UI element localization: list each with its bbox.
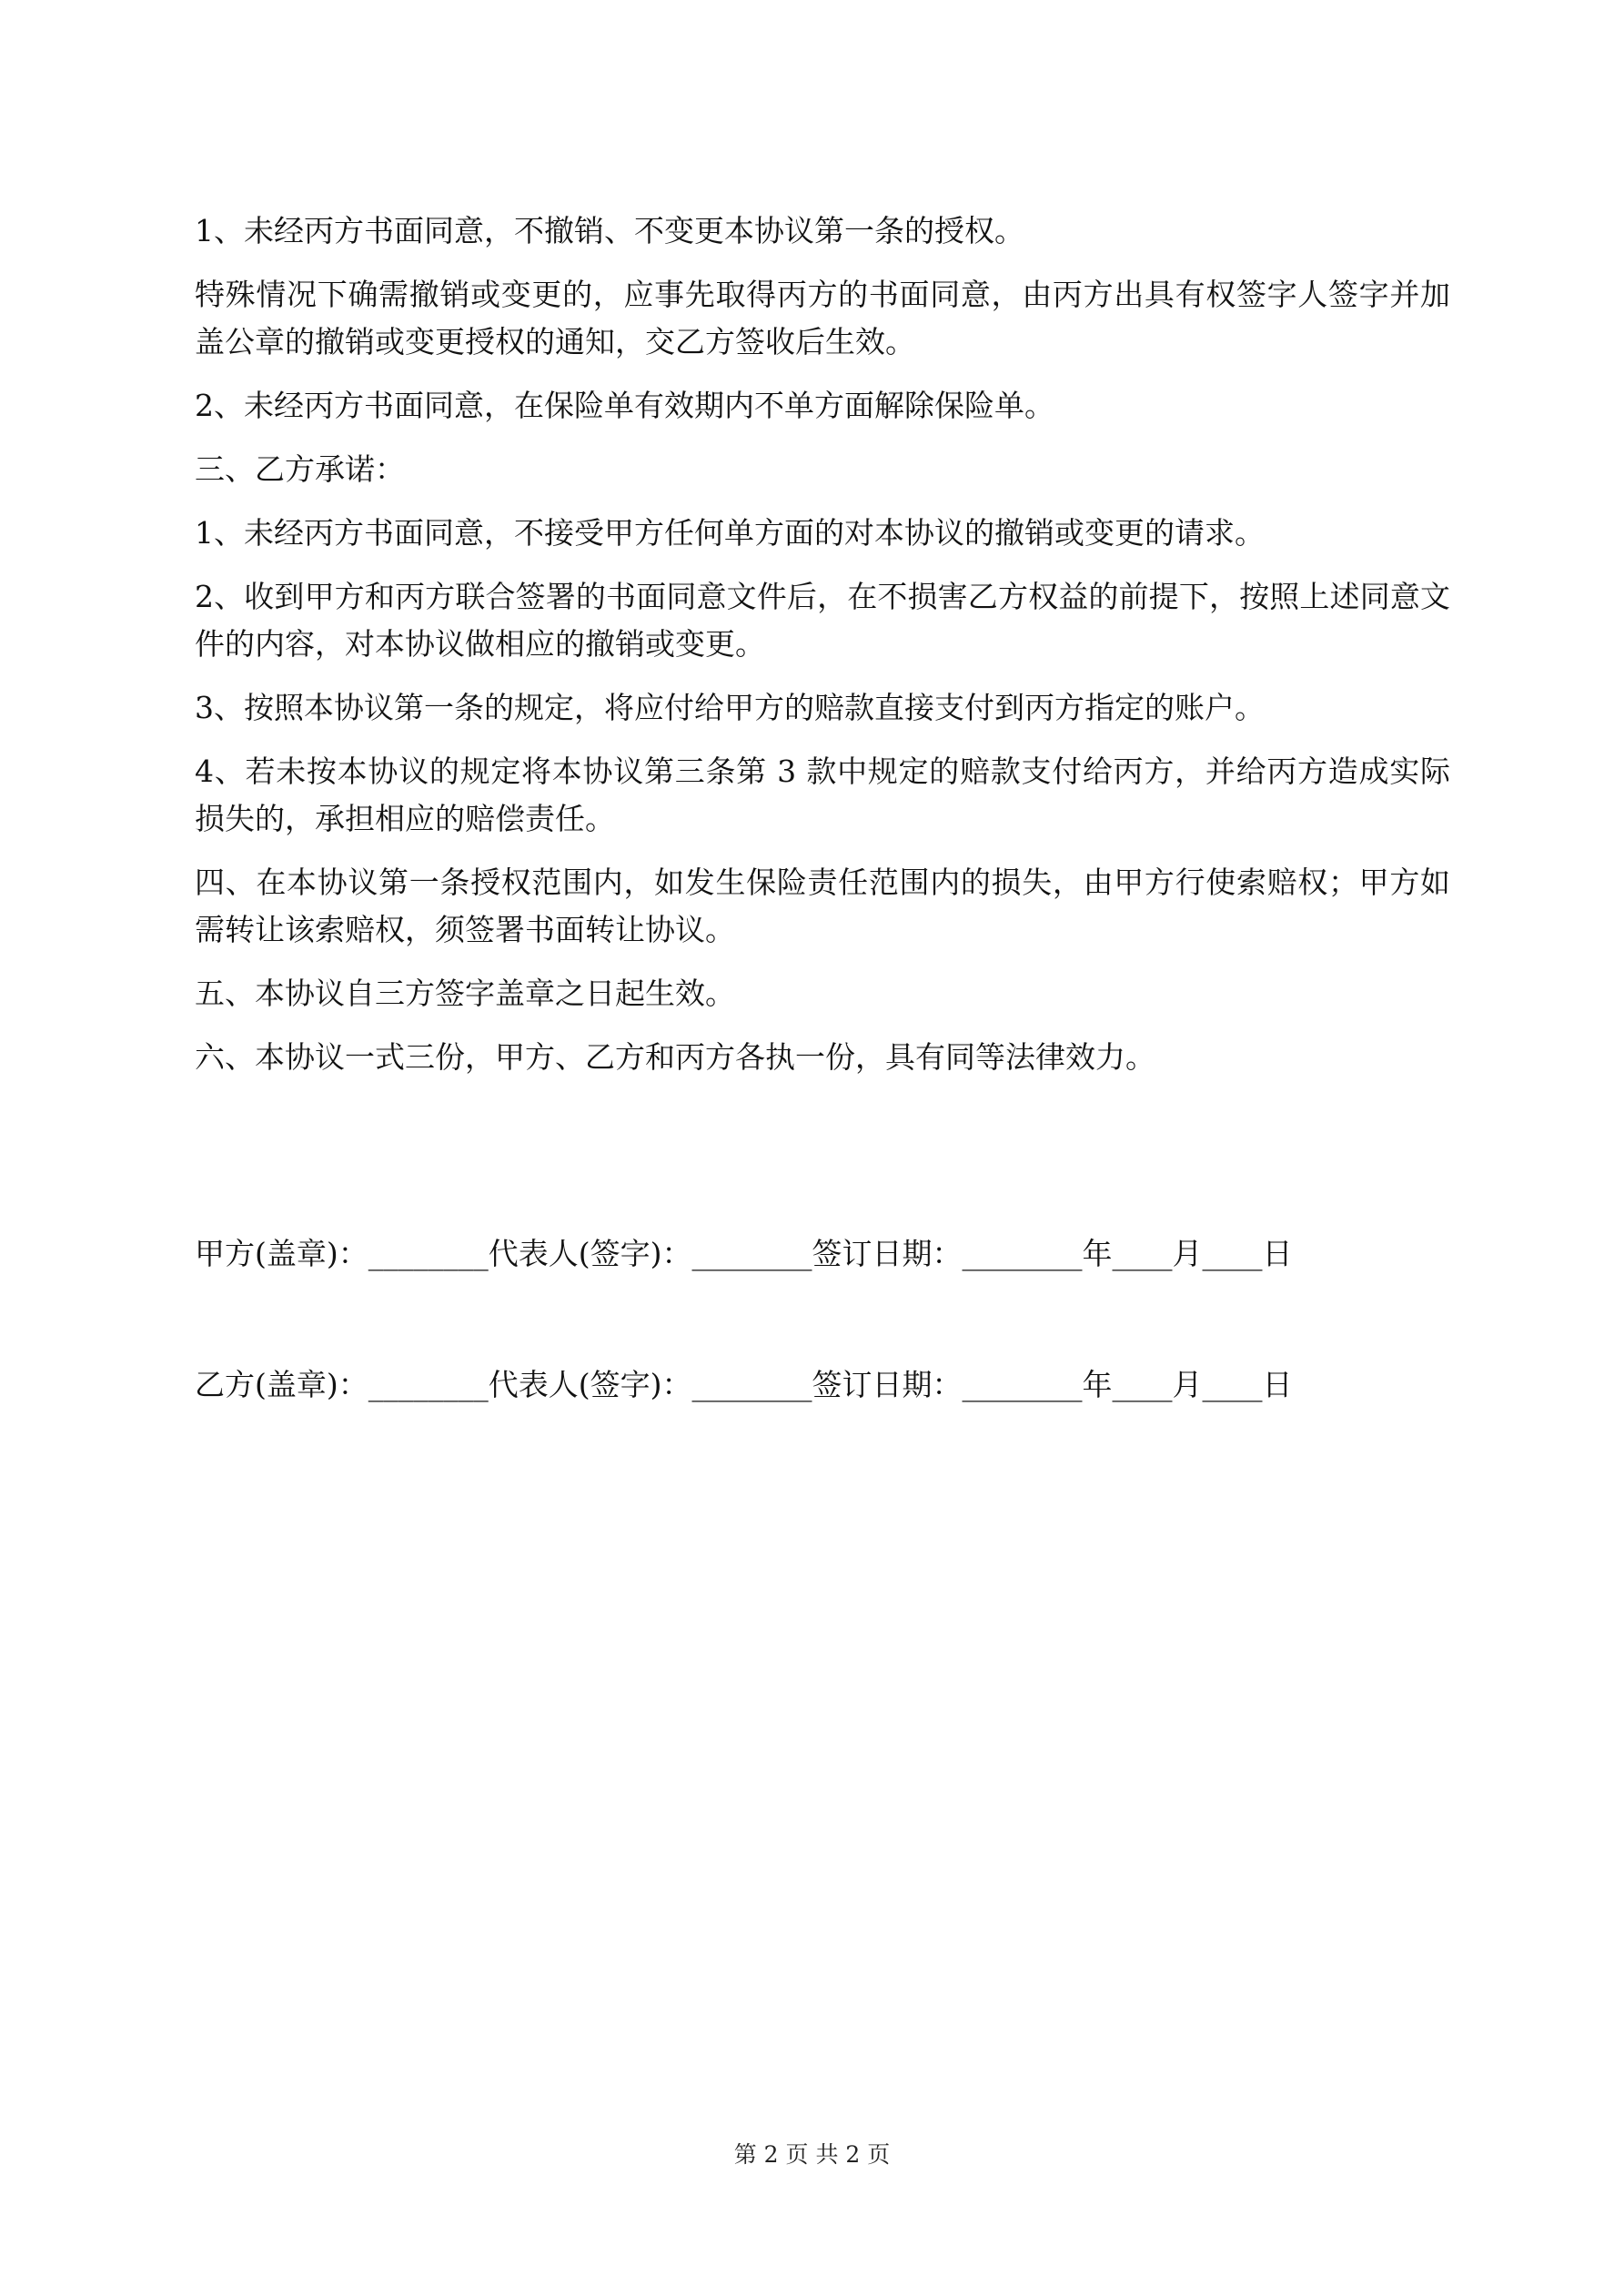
clause-paragraph: 五、本协议自三方签字盖章之日起生效。: [195, 976, 735, 1011]
clause-paragraph: 六、本协议一式三份，甲方、乙方和丙方各执一份，具有同等法律效力。: [195, 1039, 1155, 1075]
clause-paragraph: 特殊情况下确需撤销或变更的，应事先取得丙方的书面同意，由丙方出具有权签字人签字并加盖公章的撤销或变更授权的通知，交乙方签收后生效。: [195, 277, 1450, 359]
section-heading: 三、乙方承诺：: [195, 451, 405, 487]
clause-paragraph: 2、收到甲方和丙方联合签署的书面同意文件后，在不损害乙方权益的前提下，按照上述同意文件的内容，对本协议做相应的撤销或变更。: [195, 579, 1450, 662]
clause-paragraph: 四、在本协议第一条授权范围内，如发生保险责任范围内的损失，由甲方行使索赔权；甲方如需转让该索赔权，须签署书面转让协议。: [195, 865, 1450, 947]
clause-paragraph: 1、未经丙方书面同意，不接受甲方任何单方面的对本协议的撤销或变更的请求。: [195, 515, 1265, 551]
party-a-signature-line: 甲方(盖章)：________代表人(签字)：________签订日期：________年____月____日: [195, 1236, 1293, 1271]
clause-paragraph: 1、未经丙方书面同意，不撤销、不变更本协议第一条的授权。: [195, 213, 1024, 248]
clause-paragraph: 3、按照本协议第一条的规定，将应付给甲方的赔款直接支付到丙方指定的账户。: [195, 690, 1265, 725]
page-footer: 第 2 页 共 2 页: [733, 2141, 891, 2168]
party-b-signature-line: 乙方(盖章)：________代表人(签字)：________签订日期：________年____月____日: [195, 1367, 1293, 1402]
document-body: [195, 207, 1450, 1097]
clause-paragraph: 2、未经丙方书面同意，在保险单有效期内不单方面解除保险单。: [195, 388, 1054, 423]
clause-paragraph: 4、若未按本协议的规定将本协议第三条第 3 款中规定的赔款支付给丙方，并给丙方造成实际损失的，承担相应的赔偿责任。: [195, 754, 1450, 836]
